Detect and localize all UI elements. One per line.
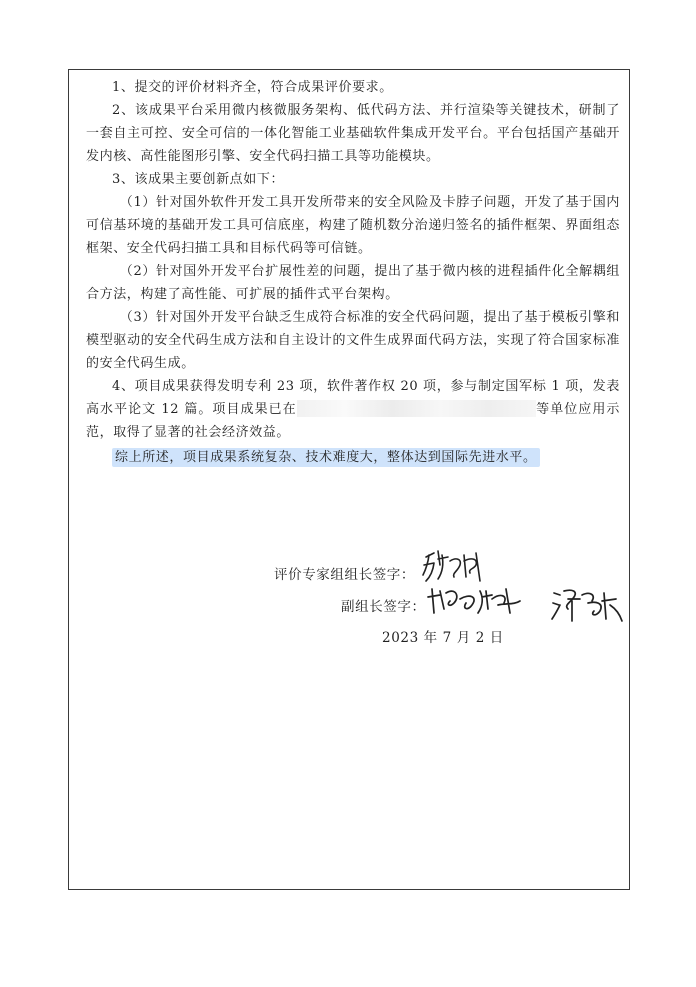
- evaluation-date: 2023 年 7 月 2 日: [382, 630, 504, 646]
- deputy-signature-label: 副组长签字：: [341, 599, 426, 615]
- deputy-signature-image-1: [426, 583, 524, 619]
- evaluation-content: [86, 76, 620, 469]
- leader-signature-image: [420, 547, 486, 587]
- paragraph-2: 2、该成果平台采用微内核微服务架构、低代码方法、并行渲染等关键技术，研制了一套自主可控、安全可信的一体化智能工业基础软件集成开发平台。平台包括国产基础开发内核、高性能图形引擎、安全代码扫描工具等功能模块。: [86, 103, 620, 164]
- paragraph-3: 3、该成果主要创新点如下：: [112, 172, 285, 187]
- leader-signature-label: 评价专家组组长签字：: [274, 567, 415, 583]
- innovation-3: （3）针对国外开发平台缺乏生成符合标准的安全代码问题，提出了基于模板引擎和模型驱动的安全代码生成方法和自主设计的文件生成界面代码方法，实现了符合国家标准的安全代码生成。: [86, 310, 620, 371]
- conclusion-highlight: 综上所述，项目成果系统复杂、技术难度大，整体达到国际先进水平。: [112, 448, 540, 467]
- conclusion-paragraph: [86, 446, 620, 469]
- paragraph-4-part1: 4、项目成果获得发明专利 23 项，软件著作权 20 项，参与制定国军标 1 项，发表高水平论文 12 篇。项目成果已在: [86, 379, 620, 417]
- redacted-region: [297, 400, 536, 417]
- paragraph-4-part2: 等单位应用示范，取得了显著的社会经济效益。: [86, 402, 620, 440]
- innovation-2: （2）针对国外开发平台扩展性差的问题，提出了基于微内核的进程插件化全解耦组合方法，构建了高性能、可扩展的插件式平台架构。: [86, 264, 620, 302]
- deputy-signature-image-2: [550, 585, 626, 627]
- paragraph-1: 1、提交的评价材料齐全，符合成果评价要求。: [112, 80, 393, 95]
- paragraph-4: [86, 375, 620, 444]
- innovation-1: （1）针对国外软件开发工具开发所带来的安全风险及卡脖子问题，开发了基于国内可信基环境的基础开发工具可信底座，构建了随机数分治递归签名的插件框架、界面组态框架、安全代码扫描工具和目标代码等可信链。: [86, 195, 620, 256]
